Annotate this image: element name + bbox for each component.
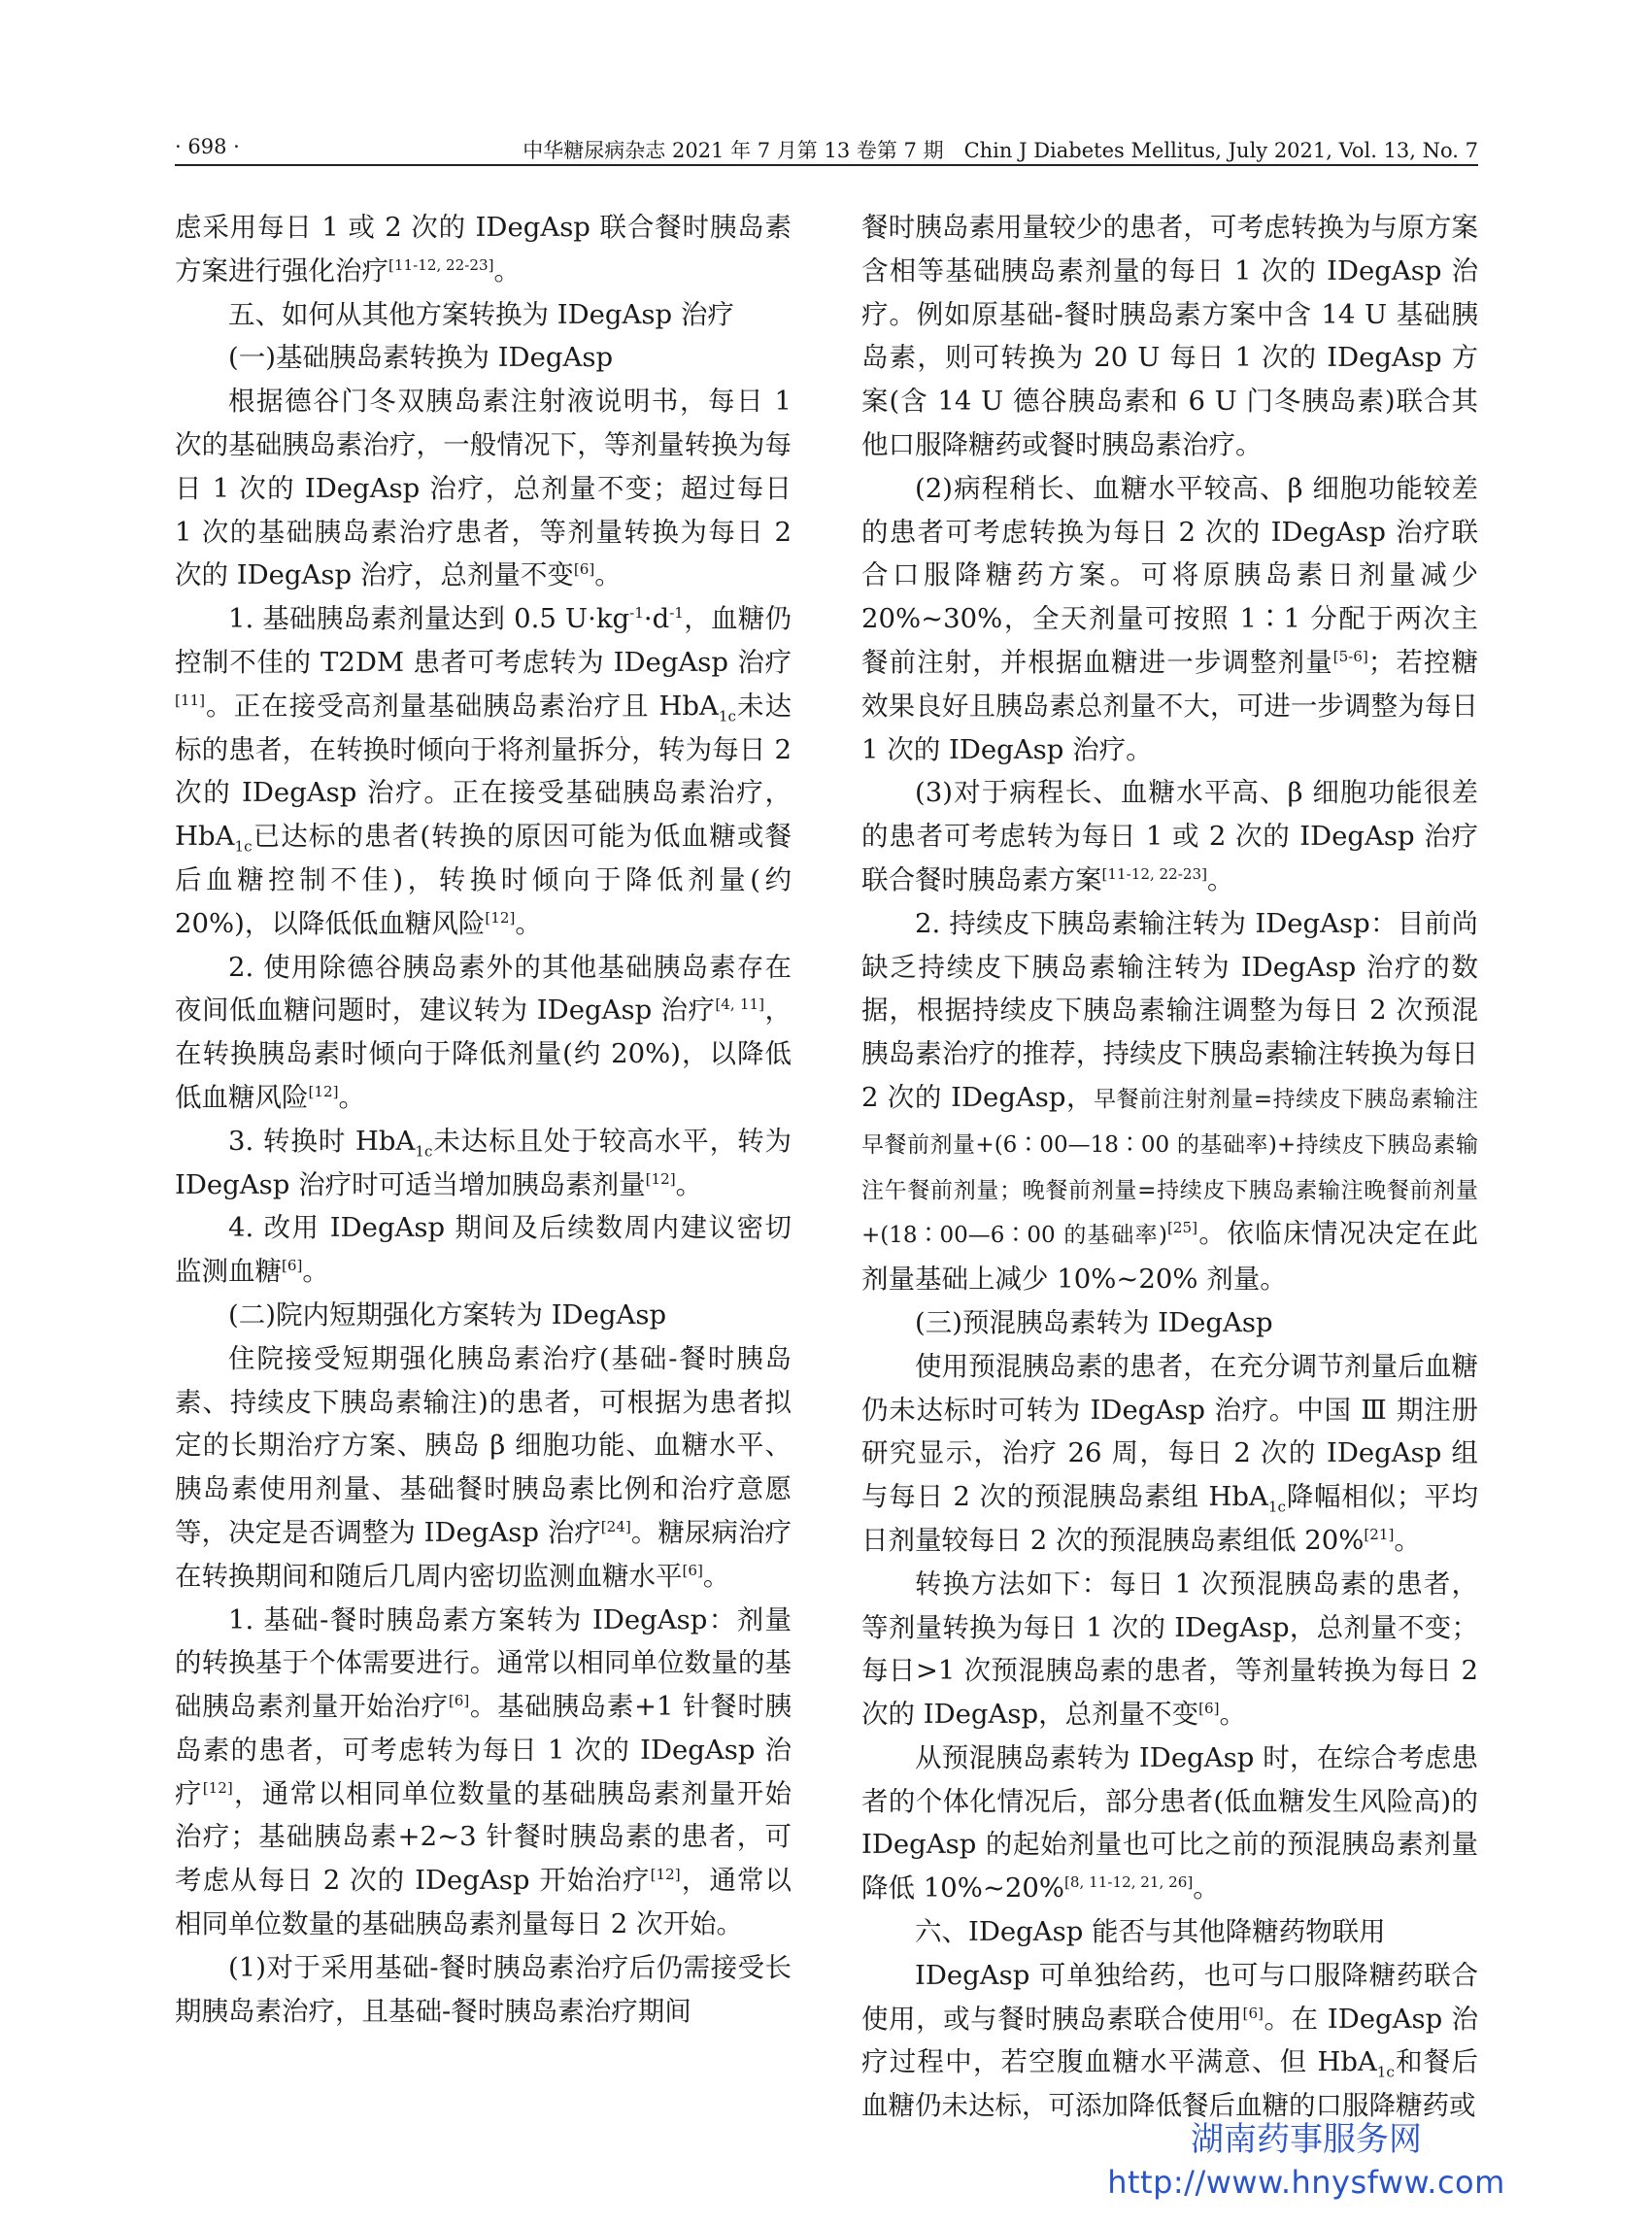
- journal-citation: 中华糖尿病杂志 2021 年 7 月第 13 卷第 7 期 Chin J Diabetes Mellitus, July 2021, Vol. 13, No. 7: [523, 139, 1478, 162]
- paragraph: 使用预混胰岛素的患者，在充分调节剂量后血糖仍未达标时可转为 IDegAsp 治疗。中国 Ⅲ 期注册研究显示，治疗 26 周，每日 2 次的 IDegAsp 组与每日 2 次的预混胰岛素组 HbA$_{1c}$降幅相似；平均日剂量较每日 2 次的预混胰岛素组低 20%[21]。: [861, 1350, 1479, 1556]
- subsection-heading: (二)院内短期强化方案转为 IDegAsp: [228, 1298, 667, 1331]
- watermark-title: 湖南药事服务网: [1191, 2120, 1422, 2159]
- paragraph: 住院接受短期强化胰岛素治疗(基础-餐时胰岛素、持续皮下胰岛素输注)的患者，可根据为患者拟定的长期治疗方案、胰岛 β 细胞功能、血糖水平、胰岛素使用剂量、基础餐时胰岛素比例和治疗意愿等，决定是否调整为 IDegAsp 治疗[24]。糖尿病治疗在转换期间和随后几周内密切监测血糖水平[6]。: [175, 1342, 792, 1592]
- running-header: [175, 129, 1478, 166]
- paragraph: IDegAsp 可单独给药，也可与口服降糖药联合使用，或与餐时胰岛素联合使用[6]。在 IDegAsp 治疗过程中，若空腹血糖水平满意、但 HbA$_{1c}$和餐后血糖仍未达标，可添加降低餐后血糖的口服降糖药或: [861, 1959, 1479, 2122]
- formula-text: 早餐前注射剂量=持续皮下胰岛素输注早餐前剂量+(6∶00—18∶00 的基础率)+持续皮下胰岛素输注午餐前剂量；晚餐前剂量=持续皮下胰岛素输注晚餐前剂量+(18∶00—6∶00 的基础率): [861, 1086, 1478, 1249]
- citation: [6]: [573, 560, 595, 579]
- left-column: [175, 206, 792, 2033]
- citation: [6]: [1242, 2004, 1264, 2022]
- paragraph: 从预混胰岛素转为 IDegAsp 时，在综合考虑患者的个体化情况后，部分患者(低血糖发生风险高)的 IDegAsp 的起始剂量也可比之前的预混胰岛素剂量降低 10%~20%[8, 11-12, 21, 26]。: [861, 1741, 1478, 1905]
- paragraph: 2. 使用除德谷胰岛素外的其他基础胰岛素存在夜间低血糖问题时，建议转为 IDegAsp 治疗[4, 11]，在转换胰岛素时倾向于降低剂量(约 20%)，以降低低血糖风险[12]。: [175, 951, 792, 1113]
- paragraph: 3. 转换时 HbA$_{1c}$未达标且处于较高水平，转为 IDegAsp 治疗时可适当增加胰岛素剂量[12]。: [175, 1125, 792, 1200]
- paragraph: 1. 基础-餐时胰岛素方案转为 IDegAsp：剂量的转换基于个体需要进行。通常以相同单位数量的基础胰岛素剂量开始治疗[6]。基础胰岛素+1 针餐时胰岛素的患者，可考虑转为每日 1 次的 IDegAsp 治疗[12]，通常以相同单位数量的基础胰岛素剂量开始治疗；基础胰岛素+2~3 针餐时胰岛素的患者，可考虑从每日 2 次的 IDegAsp 开始治疗[12]，通常以相同单位数量的基础胰岛素剂量每日 2 次开始。: [175, 1603, 792, 1940]
- citation: [11]: [175, 691, 206, 709]
- paragraph: 4. 改用 IDegAsp 期间及后续数周内建议密切监测血糖[6]。: [175, 1212, 792, 1288]
- section-heading: 六、IDegAsp 能否与其他降糖药物联用: [915, 1916, 1386, 1948]
- page-number: · 698 ·: [175, 135, 240, 158]
- citation: [8, 11-12, 21, 26]: [1064, 1873, 1194, 1892]
- section-heading: 五、如何从其他方案转换为 IDegAsp 治疗: [228, 298, 734, 330]
- citation: [24]: [600, 1517, 631, 1535]
- citation: [25]: [1166, 1219, 1197, 1237]
- paragraph: 虑采用每日 1 或 2 次的 IDegAsp 联合餐时胰岛素方案进行强化治疗[11-12, 22-23]。: [175, 212, 792, 287]
- paragraph: 转换方法如下：每日 1 次预混胰岛素的患者，等剂量转换为每日 1 次的 IDegAsp，总剂量不变；每日>1 次预混胰岛素的患者，等剂量转换为每日 2 次的 IDegAsp，总剂量不变[6]。: [861, 1568, 1478, 1731]
- paragraph: (2)病程稍长、血糖水平较高、β 细胞功能较差的患者可考虑转换为每日 2 次的 IDegAsp 治疗联合口服降糖药方案。可将原胰岛素日剂量减少 20%~30%，全天剂量可按照 1∶1 分配于两次主餐前注射，并根据血糖进一步调整剂量[5-6]；若控糖效果良好且胰岛素总剂量不大，可进一步调整为每日 1 次的 IDegAsp 治疗。: [861, 472, 1479, 765]
- citation: [5-6]: [1332, 647, 1368, 665]
- citation: [12]: [308, 1082, 339, 1100]
- watermark-url[interactable]: http://www.hnysfww.com: [1107, 2164, 1505, 2201]
- paragraph: 餐时胰岛素用量较少的患者，可考虑转换为与原方案含相等基础胰岛素剂量的每日 1 次的 IDegAsp 治疗。例如原基础-餐时胰岛素方案中含 14 U 基础胰岛素，则可转换为 20 U 每日 1 次的 IDegAsp 方案(含 14 U 德谷胰岛素和 6 U 门冬胰岛素)联合其他口服降糖药或餐时胰岛素治疗。: [861, 212, 1478, 460]
- paragraph: (3)对于病程长、血糖水平高、β 细胞功能很差的患者可考虑转为每日 1 或 2 次的 IDegAsp 治疗联合餐时胰岛素方案[11-12, 22-23]。: [861, 777, 1478, 895]
- citation: [11-12, 22-23]: [1101, 864, 1208, 883]
- citation: [12]: [202, 1778, 233, 1797]
- citation: [6]: [682, 1561, 703, 1579]
- paragraph: (1)对于采用基础-餐时胰岛素治疗后仍需接受长期胰岛素治疗，且基础-餐时胰岛素治疗期间: [175, 1951, 792, 2027]
- paragraph: 1. 基础胰岛素剂量达到 0.5 $U\cdot kg^{-1}\cdot d^{-1}$，血糖仍控制不佳的 T2DM 患者可考虑转为 IDegAsp 治疗[11]。正在接受高剂量基础胰岛素治疗且 HbA$_{1c}$未达标的患者，在转换时倾向于将剂量拆分，转为每日 2 次的 IDegAsp 治疗。正在接受基础胰岛素治疗，HbA$_{1c}$已达标的患者(转换的原因可能为低血糖或餐后血糖控制不佳)，转换时倾向于降低剂量(约 20%)，以降低低血糖风险[12]。: [175, 603, 792, 939]
- citation: [6]: [282, 1256, 303, 1274]
- citation: [12]: [645, 1169, 676, 1188]
- citation: [21]: [1364, 1525, 1395, 1543]
- citation: [6]: [1198, 1699, 1220, 1717]
- paragraph: 根据德谷门冬双胰岛素注射液说明书，每日 1 次的基础胰岛素治疗，一般情况下，等剂量转换为每日 1 次的 IDegAsp 治疗，总剂量不变；超过每日 1 次的基础胰岛素治疗患者，等剂量转换为每日 2 次的 IDegAsp 治疗，总剂量不变[6]。: [175, 386, 792, 591]
- citation: [12]: [650, 1866, 681, 1884]
- citation: [12]: [485, 908, 516, 927]
- right-column: [861, 206, 1478, 2128]
- subsection-heading: (一)基础胰岛素转换为 IDegAsp: [228, 342, 614, 374]
- citation: [6]: [448, 1691, 470, 1709]
- subsection-heading: (三)预混胰岛素转为 IDegAsp: [915, 1306, 1273, 1338]
- citation: [11-12, 22-23]: [388, 255, 494, 274]
- citation: [4, 11]: [715, 995, 765, 1014]
- paragraph: 2. 持续皮下胰岛素输注转为 IDegAsp：目前尚缺乏持续皮下胰岛素输注转为 IDegAsp 治疗的数据，根据持续皮下胰岛素输注调整为每日 2 次预混胰岛素治疗的推荐，持续皮下胰岛素输注转换为每日 2 次的 IDegAsp，早餐前注射剂量=持续皮下胰岛素输注早餐前剂量+(6∶00—18∶00 的基础率)+持续皮下胰岛素输注午餐前剂量；晚餐前剂量=持续皮下胰岛素输注晚餐前剂量+(18∶00—6∶00 的基础率)[25]。依临床情况决定在此剂量基础上减少 10%~20% 剂量。: [861, 907, 1478, 1296]
